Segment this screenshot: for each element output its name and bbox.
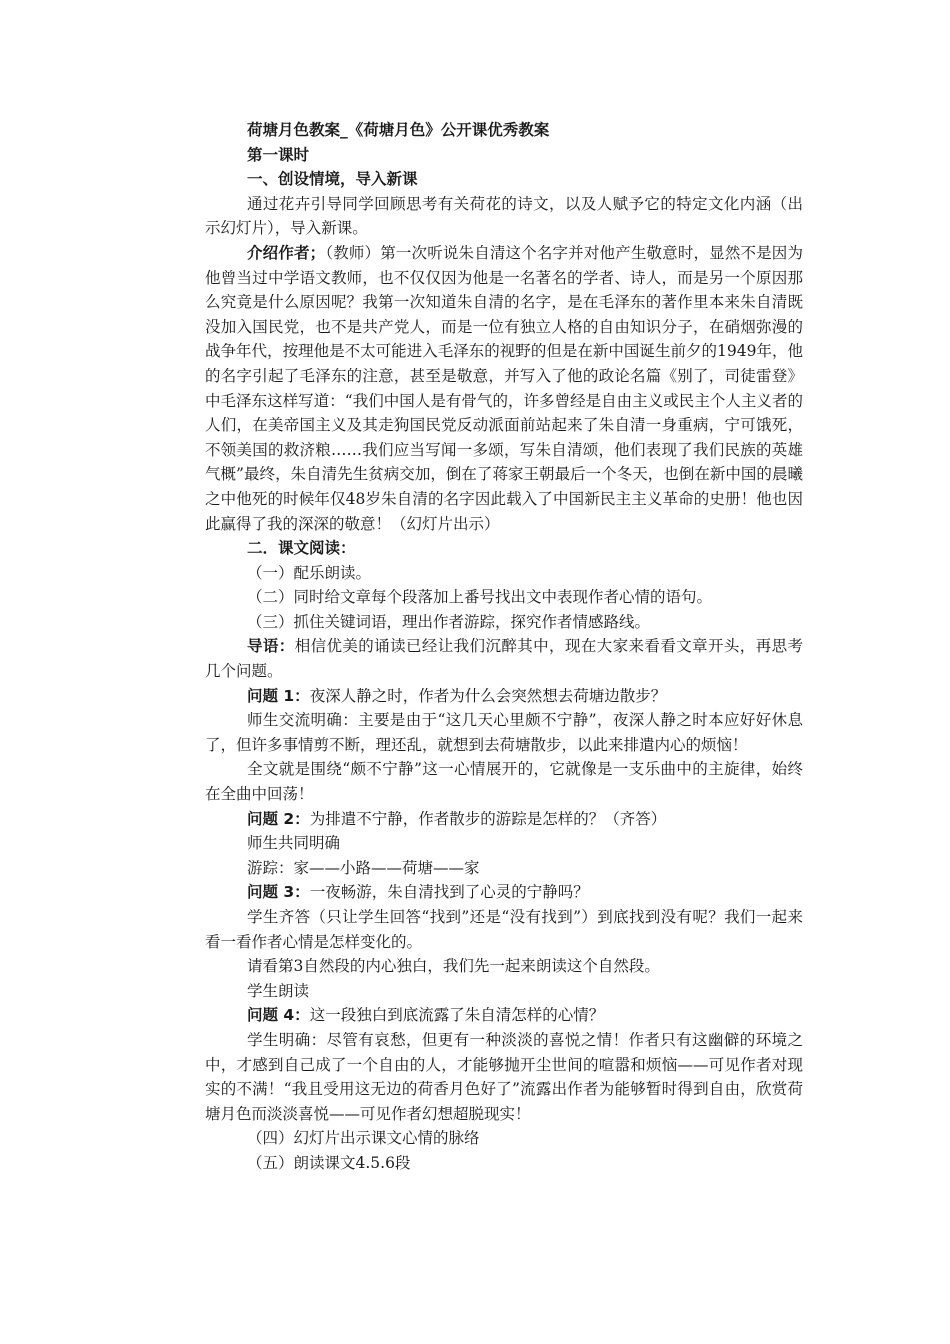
guide-label: 导语： [247, 637, 295, 656]
question-1-note: 全文就是围绕“颇不宁静”这一心情展开的，它就像是一支乐曲中的主旋律，始终在全曲中回荡！ [205, 760, 803, 804]
step-2: （二）同时给文章每个段落加上番号找出文中表现作者心情的语句。 [247, 588, 713, 607]
question-1 [205, 684, 803, 709]
question-3-label: 问题 3： [247, 883, 310, 902]
question-3-text: 一夜畅游，朱自清找到了心灵的宁静吗？ [309, 883, 589, 902]
question-4-text: 这一段独白到底流露了朱自清怎样的心情？ [309, 1006, 605, 1025]
question-3-answer: 学生齐答（只让学生回答“找到”还是“没有找到”）到底找到没有呢？我们一起来看一看作者心情是怎样变化的。 [205, 908, 803, 951]
author-paragraph [205, 241, 803, 536]
author-label: 介绍作者； [247, 243, 326, 262]
question-1-label: 问题 1： [247, 686, 310, 705]
question-2-text: 为排遣不宁静，作者散步的游踪是怎样的？（齐答） [309, 809, 667, 828]
question-4-label: 问题 4： [247, 1006, 310, 1025]
question-3-note: 请看第3自然段的内心独白，我们先一起来朗读这个自然段。 [247, 957, 660, 976]
step-3: （三）抓住关键词语，理出作者游踪，探究作者情感路线。 [247, 612, 651, 631]
question-3-read: 学生朗读 [247, 981, 310, 1000]
question-4-answer: 学生明确：尽管有哀愁，但更有一种淡淡的喜悦之情！作者只有这幽僻的环境之中，才感到自己成了一个自由的人，才能够抛开尘世间的喧嚣和烦恼——可见作者对现实的不满！“我且受用这无边的荷香月色好了”流露出作者为能够暂时得到自由，欣赏荷塘月色而淡淡喜悦——可见作者幻想超脱现实！ [205, 1030, 803, 1123]
step-5: （五）朗读课文4.5.6段 [247, 1153, 411, 1172]
question-3 [205, 880, 803, 905]
section-2-heading: 二．课文阅读： [247, 539, 356, 558]
question-2-answer-2: 游踪：家——小路——荷塘——家 [247, 858, 480, 877]
document-body [205, 118, 803, 1176]
step-1: （一）配乐朗读。 [247, 563, 372, 582]
question-4 [205, 1003, 803, 1028]
document-title: 荷塘月色教案_《荷塘月色》公开课优秀教案 [247, 121, 550, 139]
question-1-text: 夜深人静之时，作者为什么会突然想去荷塘边散步？ [309, 686, 667, 705]
question-2-label: 问题 2： [247, 809, 310, 828]
question-1-answer: 师生交流明确：主要是由于“这几天心里颇不宁静”，夜深人静之时本应好好休息了，但许多事情剪不断，理还乱，就想到去荷塘散步，以此来排遣内心的烦恼！ [205, 711, 803, 754]
guide-text: 相信优美的诵读已经让我们沉醉其中，现在大家来看看文章开头，再思考几个问题。 [205, 637, 803, 681]
lesson-heading: 第一课时 [247, 145, 310, 164]
author-text: （教师）第一次听说朱自清这个名字并对他产生敬意时，显然不是因为他曾当过中学语文教师，也不仅仅因为他是一名著名的学者、诗人，而是另一个原因那么究竟是什么原因呢？我第一次知道朱自清的名字，是在毛泽东的著作里本来朱自清既没加入国民党，也不是共产党人，而是一位有独立人格的自由知识分子，在硝烟弥漫的战争年代，按理他是不太可能进入毛泽东的视野的但是在新中国诞生前夕的1949年，他的名字引起了毛泽东的注意，甚至是敬意，并写入了他的政论名篇《别了，司徒雷登》中毛泽东这样写道：“我们中国人是有骨气的，许多曾经是自由主义或民主个人主义者的人们，在美帝国主义及其走狗国民党反动派面前站起来了朱自清一身重病，宁可饿死，不领美国的救济粮……我们应当写闻一多颂，写朱自清颂，他们表现了我们民族的英雄气概”最终，朱自清先生贫病交加，倒在了蒋家王朝最后一个冬天，也倒在新中国的晨曦之中他死的时候年仅48岁朱自清的名字因此载入了中国新民主主义革命的史册！他也因此赢得了我的深深的敬意！（幻灯片出示） [205, 243, 803, 533]
intro-paragraph: 通过花卉引导同学回顾思考有关荷花的诗文，以及人赋予它的特定文化内涵（出示幻灯片），导入新课。 [205, 194, 803, 238]
section-1-heading: 一、创设情境，导入新课 [247, 170, 418, 189]
question-2-answer-1: 师生共同明确 [247, 834, 341, 853]
question-2 [205, 807, 803, 832]
step-4: （四）幻灯片出示课文心情的脉络 [247, 1129, 480, 1148]
guide-paragraph [205, 634, 803, 683]
